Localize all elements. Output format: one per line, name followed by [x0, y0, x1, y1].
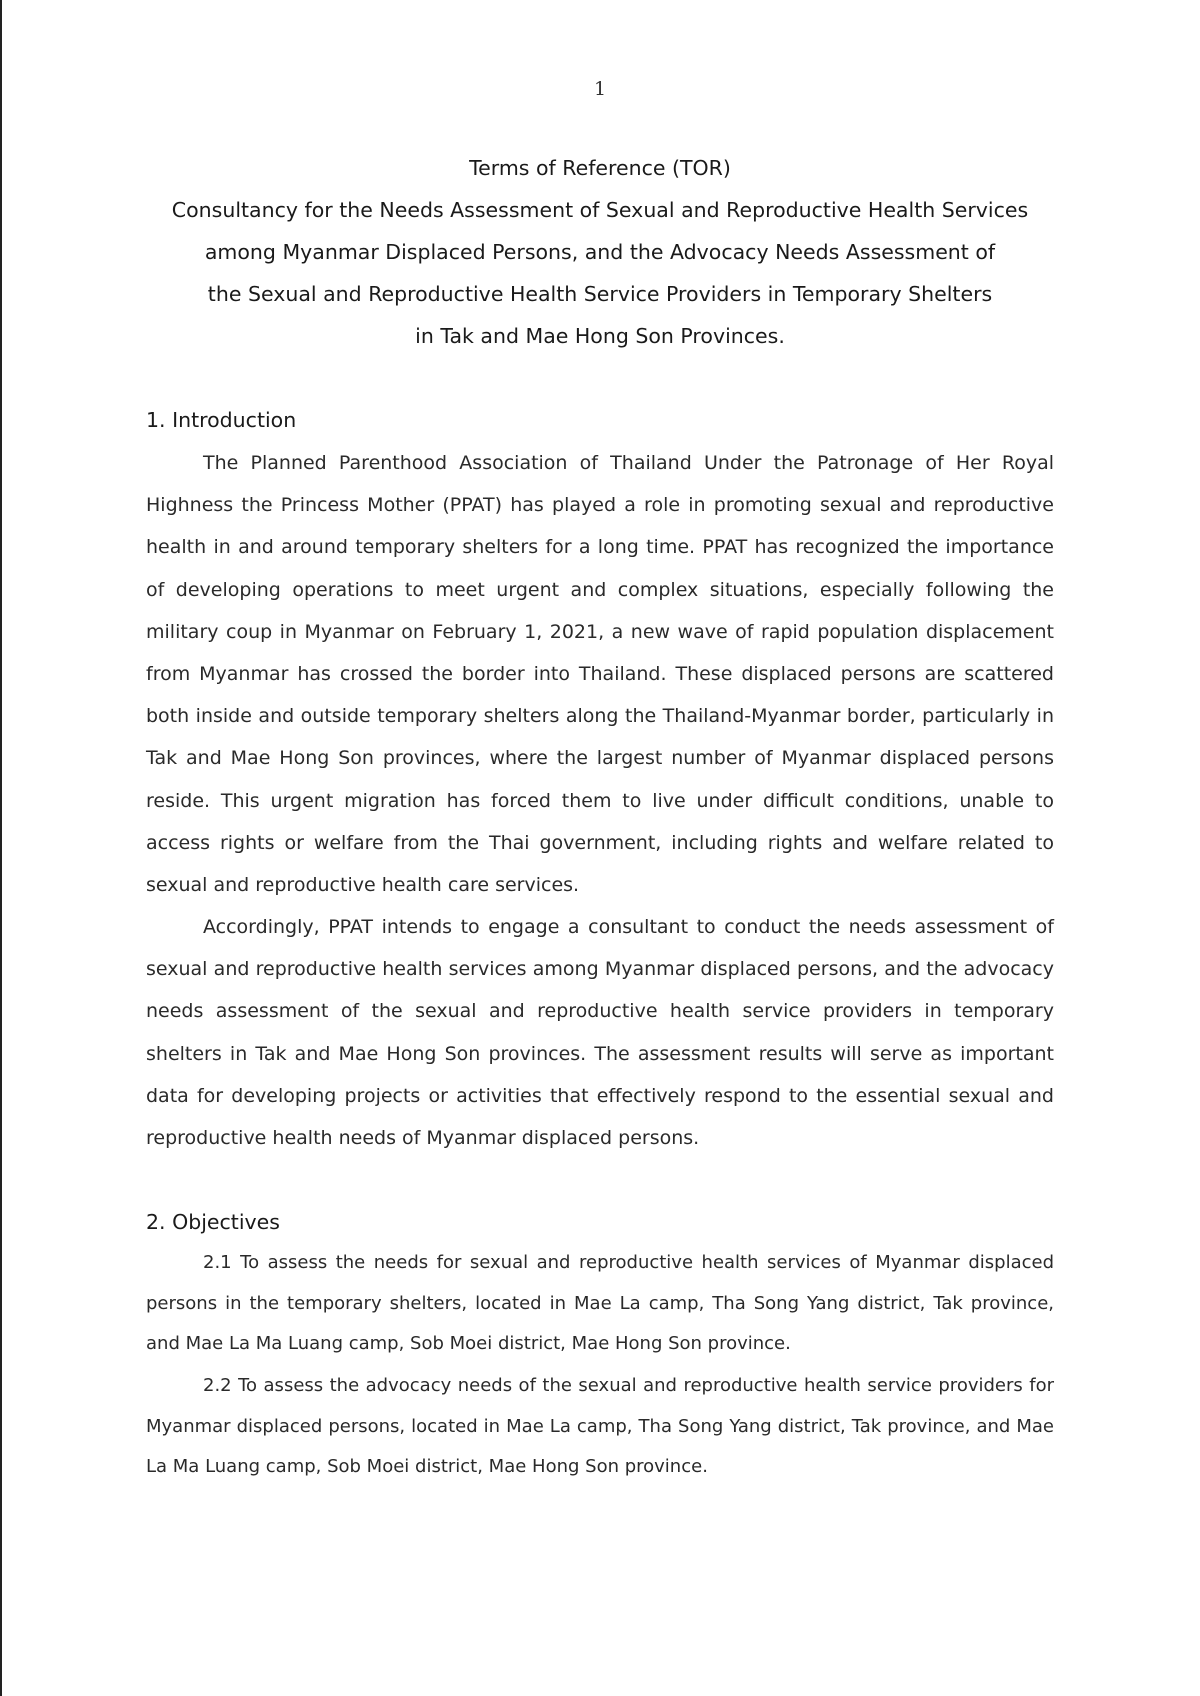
title-line-2: Consultancy for the Needs Assessment of Sexual and Reproductive Health Services	[171, 198, 1029, 222]
document-title	[130, 147, 1070, 357]
title-line-4: the Sexual and Reproductive Health Service Providers in Temporary Shelters	[207, 282, 993, 306]
objective-item-2-1: 2.1 To assess the needs for sexual and reproductive health services of Myanmar displaced persons in the temporary shelters, located in Mae La camp, Tha Song Yang district, Tak province, and Mae La Ma Luang camp, Sob Moei district, Mae Hong Son province.	[146, 1252, 1054, 1354]
title-line-5: in Tak and Mae Hong Son Provinces.	[415, 324, 785, 348]
title-line-3: among Myanmar Displaced Persons, and the Advocacy Needs Assessment of	[204, 240, 996, 264]
objective-item-2-2: 2.2 To assess the advocacy needs of the sexual and reproductive health service providers for Myanmar displaced persons, located in Mae La camp, Tha Song Yang district, Tak province, and Mae La Ma Luang camp, Sob Moei district, Mae Hong Son province.	[146, 1375, 1054, 1477]
introduction-paragraph-1: The Planned Parenthood Association of Thailand Under the Patronage of Her Royal Highness the Princess Mother (PPAT) has played a role in promoting sexual and reproductive health in and around temporary shelters for a long time. PPAT has recognized the importance of developing operations to meet urgent and complex situations, especially following the military coup in Myanmar on February 1, 2021, a new wave of rapid population displacement from Myanmar has crossed the border into Thailand. These displaced persons are scattered both inside and outside temporary shelters along the Thailand-Myanmar border, particularly in Tak and Mae Hong Son provinces, where the largest number of Myanmar displaced persons reside. This urgent migration has forced them to live under difficult conditions, unable to access rights or welfare from the Thai government, including rights and welfare related to sexual and reproductive health care services.	[146, 452, 1054, 897]
introduction-paragraph-2: Accordingly, PPAT intends to engage a consultant to conduct the needs assessment of sexual and reproductive health services among Myanmar displaced persons, and the advocacy needs assessment of the sexual and reproductive health service providers in temporary shelters in Tak and Mae Hong Son provinces. The assessment results will serve as important data for developing projects or activities that effectively respond to the essential sexual and reproductive health needs of Myanmar displaced persons.	[146, 916, 1054, 1150]
page-left-edge	[0, 0, 2, 1696]
introduction-heading: 1. Introduction	[146, 408, 297, 432]
objectives-heading: 2. Objectives	[146, 1210, 280, 1234]
page-number: 1	[593, 78, 607, 100]
title-line-1: Terms of Reference (TOR)	[469, 156, 731, 180]
